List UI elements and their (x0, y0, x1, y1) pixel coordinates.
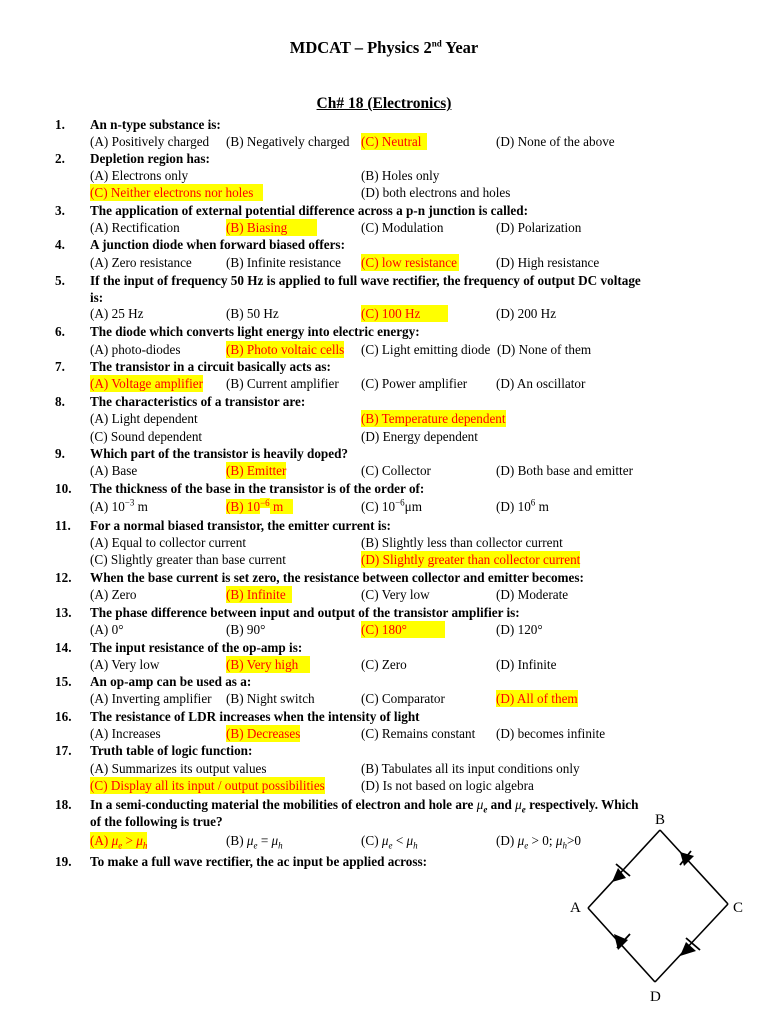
correct-option-c: (C) 180° (361, 621, 445, 638)
question-text: The characteristics of a transistor are: (90, 394, 306, 409)
question-number: 19. (55, 854, 72, 869)
question-number: 10. (55, 481, 72, 496)
question-number: 16. (55, 709, 72, 724)
question-text: The input resistance of the op-amp is: (90, 640, 303, 655)
diode-icon (614, 934, 630, 950)
question-number: 8. (55, 394, 65, 409)
question-text: When the base current is set zero, the resistance between collector and emitter becomes: (90, 570, 584, 585)
question-number: 3. (55, 203, 65, 218)
option-b: (B) 50 Hz (226, 306, 279, 321)
question-text: In a semi-conducting material the mobilities of electron and hole are $\mu_e$ and $\mu_e$ respectively. Which (90, 797, 639, 815)
question-text: The phase difference between input and output of the transistor amplifier is: (90, 605, 520, 620)
question-text: The resistance of LDR increases when the intensity of light (90, 709, 420, 724)
option-a: (A) photo-diodes (90, 342, 181, 357)
question-text: The application of external potential difference across a p-n junction is called: (90, 203, 528, 218)
question-text: The thickness of the base in the transistor is of the order of: (90, 481, 425, 496)
option-c: (C) Light emitting diode (361, 342, 491, 357)
correct-option-b: (B) $10^{-6}$ m (226, 498, 293, 515)
question-text: Which part of the transistor is heavily doped? (90, 446, 349, 461)
diode-icon (612, 864, 630, 882)
option-b: (B) Infinite resistance (226, 255, 341, 270)
option-a: (A) Positively charged (90, 134, 210, 149)
option-c: (C) Sound dependent (90, 429, 203, 444)
question-number: 4. (55, 237, 65, 252)
option-b: (B) Slightly less than collector current (361, 535, 563, 550)
question-number: 9. (55, 446, 65, 461)
option-d: (D) High resistance (496, 255, 600, 270)
correct-option-b: (B) Biasing (226, 219, 317, 236)
document-title: MDCAT – Physics 2nd Year (289, 38, 479, 57)
option-d: (D) None of the above (496, 134, 615, 149)
question-number: 5. (55, 273, 65, 288)
option-a: (A) Rectification (90, 220, 180, 235)
option-d: (D) 200 Hz (496, 306, 557, 321)
option-b: (B) Current amplifier (226, 376, 339, 391)
question-text: To make a full wave rectifier, the ac input be applied across: (90, 854, 428, 869)
option-d: (D) None of them (497, 342, 592, 357)
wire-b-c (660, 830, 728, 904)
correct-option-c: (C) Display all its input / output possibilities (90, 778, 325, 793)
bridge-wires (588, 830, 728, 982)
question-number: 14. (55, 640, 72, 655)
option-c: (C) Comparator (361, 691, 445, 706)
option-c: (C) Slightly greater than base current (90, 552, 286, 567)
option-a: (A) 0° (90, 622, 124, 637)
option-d: (D) Polarization (496, 220, 582, 235)
option-c: (C) $\mu_e < \mu_h$ (361, 833, 418, 851)
option-a: (A) $10^{-3}$ m (90, 497, 148, 514)
bridge-rectifier-diagram (560, 808, 760, 1008)
option-a: (A) Summarizes its output values (90, 761, 267, 776)
option-a: (A) Very low (90, 657, 160, 672)
option-d: (D) Infinite (496, 657, 557, 672)
option-c: (C) Very low (361, 587, 430, 602)
option-c: (C) Collector (361, 463, 431, 478)
correct-option-a: (A) Voltage amplifier (90, 376, 204, 391)
option-d: (D) Moderate (496, 587, 569, 602)
question-text: The transistor in a circuit basically acts as: (90, 359, 331, 374)
option-b: (B) $\mu_e = \mu_h$ (226, 833, 283, 851)
option-d: (D) $\mu_e > 0$; $\mu_h>0$ (496, 833, 581, 851)
question-text: Depletion region has: (90, 151, 210, 166)
option-b: (B) Night switch (226, 691, 315, 706)
question-number: 15. (55, 674, 72, 689)
correct-option-a: (A) $\mu_e > \mu_h$ (90, 833, 148, 851)
question-text: For a normal biased transistor, the emitter current is: (90, 518, 391, 533)
option-d: (D) $10^6$ m (496, 497, 549, 514)
wire-a-b (588, 830, 660, 908)
option-a: (A) Increases (90, 726, 161, 741)
option-a: (A) Base (90, 463, 138, 478)
node-label-d: D (650, 989, 661, 1005)
question-number: 17. (55, 743, 72, 758)
option-c: (C) Remains constant (361, 726, 476, 741)
correct-option-b: (B) Decreases (226, 726, 301, 741)
question-text-continued: of the following is true? (90, 814, 223, 829)
correct-option-b: (B) Photo voltaic cells (226, 342, 345, 357)
correct-option-b: (B) Temperature dependent (361, 411, 506, 426)
correct-option-d: (D) Slightly greater than collector current (361, 552, 581, 567)
option-c: (C) $10^{-6}\mu m$ (361, 497, 422, 514)
question-text-continued: is: (90, 290, 104, 305)
question-text: If the input of frequency 50 Hz is applied to full wave rectifier, the frequency of output DC voltage (90, 273, 641, 288)
option-c: (C) Zero (361, 657, 407, 672)
option-d: (D) 120° (496, 622, 543, 637)
option-d: (D) Energy dependent (361, 429, 478, 444)
question-text: An n-type substance is: (90, 117, 221, 132)
correct-option-c: (C) Neither electrons nor holes (90, 184, 263, 201)
option-d: (D) both electrons and holes (361, 185, 511, 200)
option-b: (B) 90° (226, 622, 266, 637)
question-number: 13. (55, 605, 72, 620)
correct-option-b: (B) Very high (226, 656, 310, 673)
question-number: 7. (55, 359, 65, 374)
correct-option-c: (C) 100 Hz (361, 305, 448, 322)
question-number: 2. (55, 151, 65, 166)
question-text: An op-amp can be used as a: (90, 674, 252, 689)
question-text: Truth table of logic function: (90, 743, 253, 758)
option-a: (A) Zero (90, 587, 137, 602)
question-number: 6. (55, 324, 65, 339)
question-number: 1. (55, 117, 65, 132)
node-label-c: C (733, 900, 744, 916)
option-d: (D) becomes infinite (496, 726, 606, 741)
correct-option-b: (B) Emitter (226, 463, 287, 478)
option-d: (D) Both base and emitter (496, 463, 633, 478)
option-a: (A) Equal to collector current (90, 535, 246, 550)
option-b: (B) Holes only (361, 168, 440, 183)
option-b: (B) Negatively charged (226, 134, 350, 149)
option-d: (D) Is not based on logic algebra (361, 778, 534, 793)
question-number: 18. (55, 797, 72, 812)
node-label-b: B (655, 812, 666, 828)
correct-option-b: (B) Infinite (226, 586, 292, 603)
correct-option-d: (D) All of them (496, 691, 578, 706)
question-number: 12. (55, 570, 72, 585)
option-a: (A) Electrons only (90, 168, 189, 183)
option-a: (A) Light dependent (90, 411, 198, 426)
chapter-heading: Ch# 18 (Electronics) (316, 95, 452, 112)
question-text: The diode which converts light energy into electric energy: (90, 324, 420, 339)
question-text: A junction diode when forward biased offers: (90, 237, 345, 252)
diode-icon (680, 938, 700, 956)
node-label-a: A (570, 900, 581, 916)
option-b: (B) Tabulates all its input conditions only (361, 761, 580, 776)
option-c: (C) Power amplifier (361, 376, 468, 391)
option-c: (C) Modulation (361, 220, 444, 235)
correct-option-c: (C) low resistance (361, 255, 457, 270)
option-d: (D) An oscillator (496, 376, 586, 391)
question-number: 11. (55, 518, 71, 533)
option-a: (A) 25 Hz (90, 306, 144, 321)
correct-option-c: (C) Neutral (361, 133, 427, 150)
option-a: (A) Inverting amplifier (90, 691, 212, 706)
option-a: (A) Zero resistance (90, 255, 192, 270)
